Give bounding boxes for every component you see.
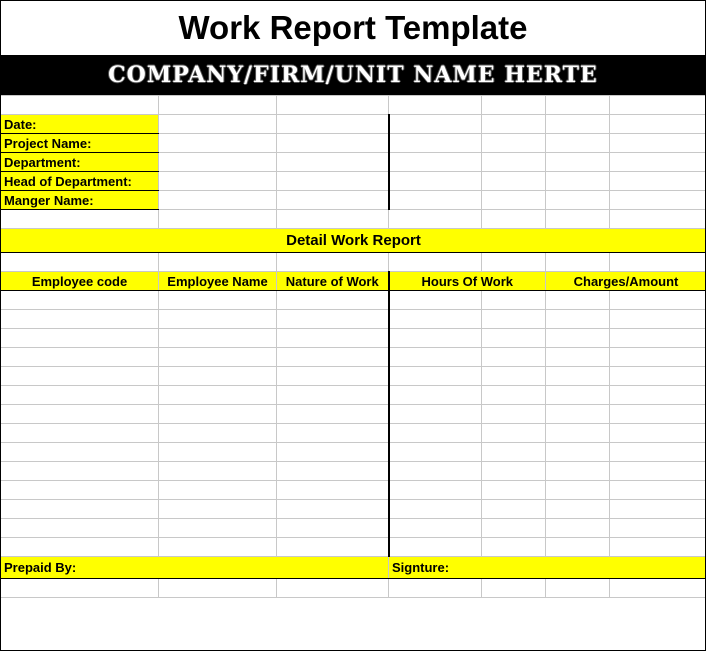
info-row-head (1, 172, 706, 191)
entry-cell[interactable] (610, 291, 706, 310)
entry-cell[interactable] (389, 291, 482, 310)
entry-cell[interactable] (482, 462, 546, 481)
entry-cell[interactable] (277, 405, 389, 424)
entry-cell[interactable] (389, 500, 482, 519)
date-value-cell[interactable] (159, 115, 277, 134)
entry-cell[interactable] (277, 500, 389, 519)
entry-cell[interactable] (389, 405, 482, 424)
entry-cell[interactable] (546, 405, 610, 424)
entry-cell[interactable] (482, 310, 546, 329)
info-row-department (1, 153, 706, 172)
entry-cell[interactable] (159, 386, 277, 405)
table-row (1, 405, 706, 424)
entry-cell[interactable] (277, 310, 389, 329)
head-of-department-label: Head of Department: (1, 172, 159, 191)
entry-cell[interactable] (389, 481, 482, 500)
entry-cell[interactable] (1, 291, 159, 310)
entry-cell[interactable] (482, 348, 546, 367)
section-title: Detail Work Report (1, 229, 706, 253)
entry-cell[interactable] (159, 538, 277, 557)
entry-cell[interactable] (610, 310, 706, 329)
table-row (1, 291, 706, 310)
table-row (1, 462, 706, 481)
entry-cell[interactable] (159, 462, 277, 481)
entry-cell[interactable] (1, 519, 159, 538)
entry-cell[interactable] (277, 386, 389, 405)
entry-cell[interactable] (610, 386, 706, 405)
entry-cell[interactable] (546, 329, 610, 348)
entry-cell[interactable] (482, 405, 546, 424)
entry-cell[interactable] (389, 443, 482, 462)
head-of-department-value-cell[interactable] (159, 172, 277, 191)
entry-cell[interactable] (159, 443, 277, 462)
table-row (1, 386, 706, 405)
table-row (1, 443, 706, 462)
entry-cell[interactable] (159, 519, 277, 538)
table-row (1, 538, 706, 557)
entry-cell[interactable] (610, 462, 706, 481)
entry-cell[interactable] (389, 310, 482, 329)
entry-cell[interactable] (277, 443, 389, 462)
entry-cell[interactable] (546, 424, 610, 443)
page-title: Work Report Template (178, 8, 528, 46)
entry-cell[interactable] (277, 424, 389, 443)
entry-cell[interactable] (482, 329, 546, 348)
col-employee-name: Employee Name (159, 272, 277, 291)
entry-cell[interactable] (546, 367, 610, 386)
spacer-row (1, 253, 706, 272)
department-label: Department: (1, 153, 159, 172)
table-row (1, 424, 706, 443)
entry-cell[interactable] (389, 462, 482, 481)
entry-cell[interactable] (389, 519, 482, 538)
prepared-by-label: Prepaid By: (1, 557, 389, 579)
entry-cell[interactable] (610, 424, 706, 443)
entry-cell[interactable] (482, 291, 546, 310)
col-charges-amount: Charges/Amount (546, 272, 706, 291)
project-name-value-cell[interactable] (159, 134, 277, 153)
entry-cell[interactable] (482, 519, 546, 538)
project-name-label: Project Name: (1, 134, 159, 153)
entry-cell[interactable] (159, 367, 277, 386)
manager-name-value-cell[interactable] (159, 191, 277, 210)
entry-cell[interactable] (546, 500, 610, 519)
entry-cell[interactable] (482, 443, 546, 462)
section-title-row (1, 229, 706, 253)
entry-cell[interactable] (482, 424, 546, 443)
entry-cell[interactable] (1, 500, 159, 519)
spacer-row (1, 96, 706, 115)
entry-cell[interactable] (546, 291, 610, 310)
entry-cell[interactable] (1, 424, 159, 443)
report-grid (0, 95, 706, 598)
table-row (1, 367, 706, 386)
table-row (1, 519, 706, 538)
entry-cell[interactable] (482, 367, 546, 386)
entry-cell[interactable] (610, 405, 706, 424)
entry-cell[interactable] (610, 481, 706, 500)
entry-cell[interactable] (546, 348, 610, 367)
entry-cell[interactable] (159, 405, 277, 424)
company-banner (0, 55, 706, 95)
entry-cell[interactable] (482, 500, 546, 519)
entry-cell[interactable] (389, 329, 482, 348)
table-row (1, 500, 706, 519)
entry-cell[interactable] (277, 481, 389, 500)
entry-cell[interactable] (610, 443, 706, 462)
entry-cell[interactable] (277, 367, 389, 386)
table-row (1, 329, 706, 348)
entry-cell[interactable] (546, 443, 610, 462)
entry-cell[interactable] (1, 367, 159, 386)
entry-cell[interactable] (159, 348, 277, 367)
entry-cell[interactable] (1, 462, 159, 481)
col-nature-of-work: Nature of Work (277, 272, 389, 291)
entry-cell[interactable] (610, 500, 706, 519)
entry-cell[interactable] (546, 310, 610, 329)
entry-cell[interactable] (1, 481, 159, 500)
signature-row (1, 557, 706, 579)
info-row-manager (1, 191, 706, 210)
entry-cell[interactable] (277, 291, 389, 310)
entry-cell[interactable] (389, 424, 482, 443)
company-name: COMPANY/FIRM/UNIT NAME HERTE (108, 62, 598, 88)
entry-cell[interactable] (1, 538, 159, 557)
entry-cell[interactable] (1, 348, 159, 367)
entry-cell[interactable] (482, 538, 546, 557)
entry-cell[interactable] (159, 500, 277, 519)
entry-cell[interactable] (610, 329, 706, 348)
entry-cell[interactable] (482, 386, 546, 405)
entry-cell[interactable] (610, 519, 706, 538)
entry-cell[interactable] (546, 538, 610, 557)
entry-cell[interactable] (482, 481, 546, 500)
col-hours-of-work: Hours Of Work (389, 272, 546, 291)
entry-cell[interactable] (389, 386, 482, 405)
entry-cell[interactable] (546, 386, 610, 405)
entry-cell[interactable] (277, 462, 389, 481)
signature-label: Signture: (389, 557, 706, 579)
col-employee-code: Employee code (1, 272, 159, 291)
column-header-row (1, 272, 706, 291)
table-row (1, 348, 706, 367)
entry-cell[interactable] (159, 329, 277, 348)
entry-cell[interactable] (546, 519, 610, 538)
entry-cell[interactable] (389, 348, 482, 367)
spacer-row (1, 579, 706, 598)
entry-cell[interactable] (159, 481, 277, 500)
entry-cell[interactable] (610, 538, 706, 557)
department-value-cell[interactable] (159, 153, 277, 172)
data-rows (1, 291, 706, 557)
entry-cell[interactable] (159, 424, 277, 443)
entry-cell[interactable] (277, 329, 389, 348)
entry-cell[interactable] (277, 519, 389, 538)
entry-cell[interactable] (546, 481, 610, 500)
spacer-row (1, 210, 706, 229)
entry-cell[interactable] (1, 310, 159, 329)
entry-cell[interactable] (610, 348, 706, 367)
entry-cell[interactable] (1, 329, 159, 348)
entry-cell[interactable] (159, 291, 277, 310)
entry-cell[interactable] (546, 462, 610, 481)
info-row-date (1, 115, 706, 134)
table-row (1, 310, 706, 329)
info-row-project (1, 134, 706, 153)
entry-cell[interactable] (277, 348, 389, 367)
manager-name-label: Manger Name: (1, 191, 159, 210)
date-label: Date: (1, 115, 159, 134)
entry-cell[interactable] (389, 367, 482, 386)
entry-cell[interactable] (159, 310, 277, 329)
entry-cell[interactable] (1, 443, 159, 462)
entry-cell[interactable] (610, 367, 706, 386)
entry-cell[interactable] (1, 405, 159, 424)
entry-cell[interactable] (389, 538, 482, 557)
entry-cell[interactable] (1, 386, 159, 405)
entry-cell[interactable] (277, 538, 389, 557)
table-row (1, 481, 706, 500)
